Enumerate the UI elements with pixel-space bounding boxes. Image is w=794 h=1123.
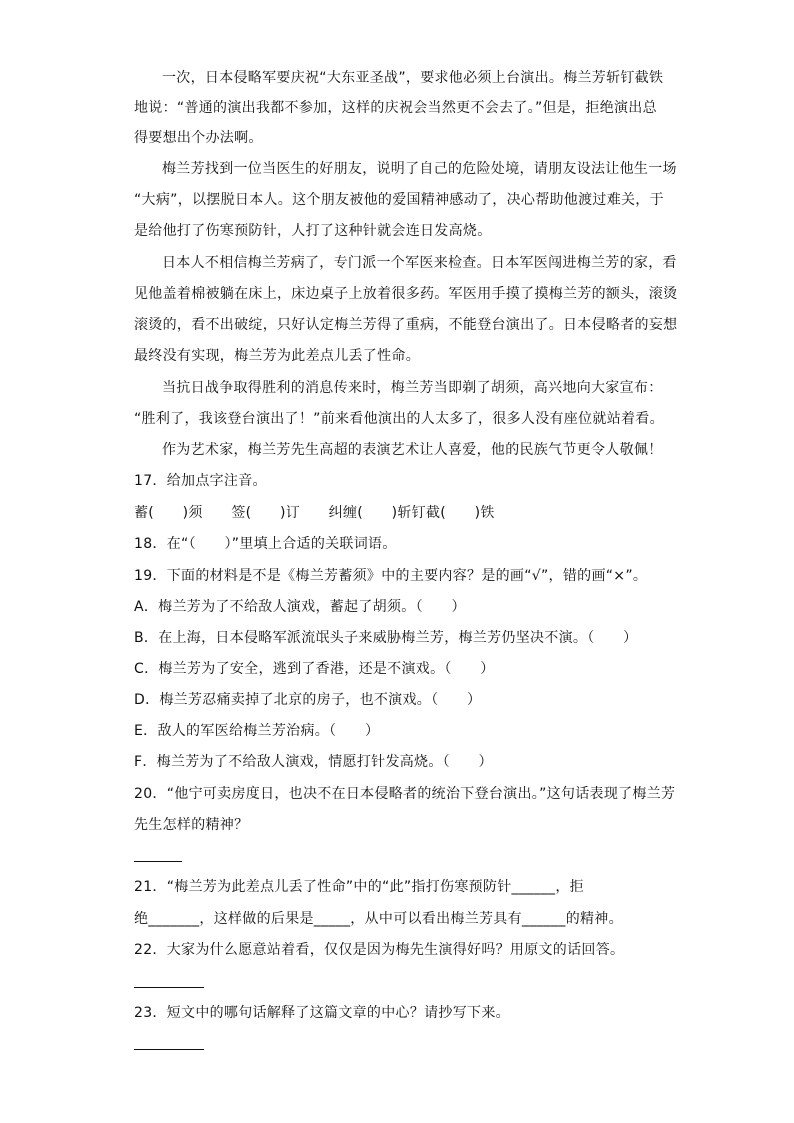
question-19-option-a: A．梅兰芳为了不给敌人演戏，蓄起了胡须。（ ） [134,599,466,615]
passage-paragraph-3-line-1: 日本人不相信梅兰芳病了，专门派一个军医来检查。日本军医闯进梅兰芳的家，看 [162,255,677,271]
passage-paragraph-5-line-1: 作为艺术家，梅兰芳先生高超的表演艺术让人喜爱，他的民族气节更令人敬佩！ [162,442,663,458]
passage-paragraph-1-line-2: 地说：“普通的演出我都不参加，这样的庆祝会当然更不会去了。”但是，拒绝演出总 [134,100,657,116]
question-22-answer-blank[interactable] [134,987,204,988]
question-17: 17．给加点字注音。 [134,473,267,489]
passage-paragraph-3-line-2: 见他盖着棉被躺在床上，床边桌子上放着很多药。军医用手摸了摸梅兰芳的额头，滚烫 [134,286,678,302]
passage-paragraph-3-line-4: 最终没有实现，梅兰芳为此差点儿丢了性命。 [134,348,420,364]
question-23-answer-blank[interactable] [134,1049,204,1050]
question-19-option-f: F．梅兰芳为了不给敌人演戏，情愿打针发高烧。（ ） [134,754,493,770]
question-22: 22．大家为什么愿意站着看，仅仅是因为梅先生演得好吗？用原文的话回答。 [134,942,625,958]
question-19-option-d: D．梅兰芳忍痛卖掉了北京的房子，也不演戏。（ ） [134,692,482,708]
passage-paragraph-3-line-3: 滚烫的，看不出破绽，只好认定梅兰芳得了重病，不能登台演出了。日本侵略者的妄想 [134,317,678,333]
question-20-line-1: 20．“他宁可卖房度日，也决不在日本侵略者的统治下登台演出。”这句话表现了梅兰芳 [134,786,676,802]
passage-paragraph-2-line-3: 是给他打了伤寒预防针，人打了这种针就会连日发高烧。 [134,223,492,239]
passage-paragraph-4-line-2: “胜利了，我该登台演出了！”前来看他演出的人太多了，很多人没有座位就站着看。 [134,411,664,427]
question-19-option-e: E．敌人的军医给梅兰芳治病。（ ） [134,723,380,739]
question-20-answer-blank[interactable] [134,861,182,862]
passage-paragraph-1-line-1: 一次，日本侵略军要庆祝“大东亚圣战”，要求他必须上台演出。梅兰芳斩钉截铁 [162,70,664,86]
passage-paragraph-2-line-2: “大病”，以摆脱日本人。这个朋友被他的爱国精神感动了，决心帮助他渡过难关，于 [134,192,664,208]
question-19-option-c: C．梅兰芳为了安全，逃到了香港，还是不演戏。（ ） [134,661,495,677]
question-18: 18．在“（ ）”里填上合适的关联词语。 [134,536,397,552]
question-19: 19．下面的材料是不是《梅兰芳蓄须》中的主要内容？是的画“√”，错的画“×”。 [134,568,648,584]
question-21-line-2: 绝_______，这样做的后果是_____，从中可以看出梅兰芳具有______的精神。 [134,911,623,927]
passage-paragraph-4-line-1: 当抗日战争取得胜利的消息传来时，梅兰芳当即剃了胡须，高兴地向大家宣布： [162,380,663,396]
question-23: 23．短文中的哪句话解释了这篇文章的中心？请抄写下来。 [134,1005,510,1021]
passage-paragraph-2-line-1: 梅兰芳找到一位当医生的好朋友，说明了自己的危险处境，请朋友设法让他生一场 [162,161,677,177]
question-19-option-b: B．在上海，日本侵略军派流氓头子来威胁梅兰芳，梅兰芳仍坚决不演。（ ） [134,630,638,646]
question-17-items: 蓄( )须 签( )订 纠缠( )斩钉截( )铁 [134,505,495,521]
question-21-line-1: 21．“梅兰芳为此差点儿丢了性命”中的“此”指打伤寒预防针______，拒 [134,879,584,895]
passage-paragraph-1-line-3: 得要想出个办法啊。 [134,130,263,146]
question-20-line-2: 先生怎样的精神？ [134,817,249,833]
